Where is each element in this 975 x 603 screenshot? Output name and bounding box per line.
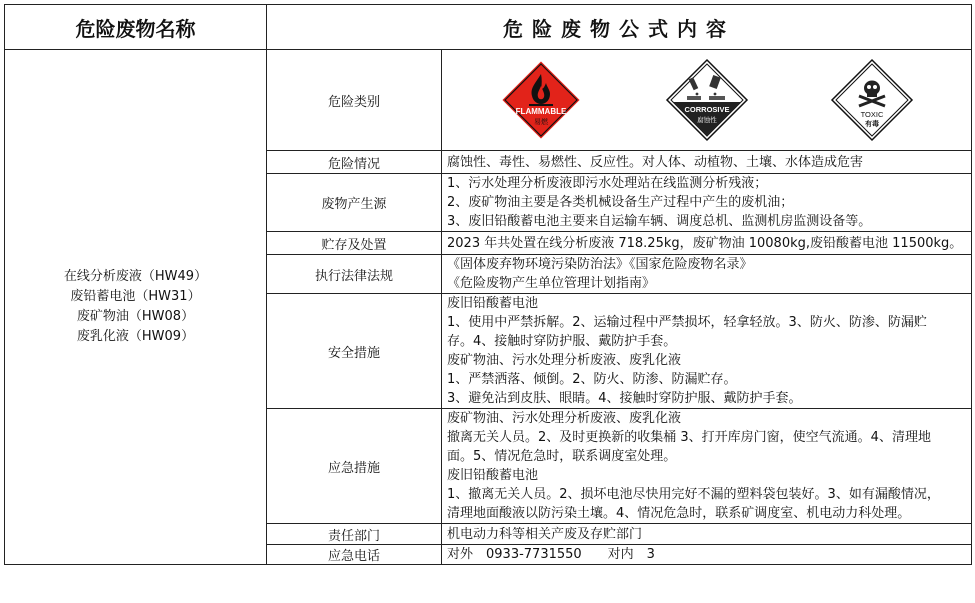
svg-text:TOXIC: TOXIC <box>860 110 883 119</box>
text-line: 《危险废物产生单位管理计划指南》 <box>447 276 656 291</box>
hazard-class-row <box>5 50 972 151</box>
storage-content: 2023 年共处置在线分析废液 718.25kg，废矿物油 10080kg,废铅酸蓄电池 11500kg。 <box>442 232 972 255</box>
svg-text:易燃: 易燃 <box>534 118 549 126</box>
svg-text:FLAMMABLE: FLAMMABLE <box>516 107 567 116</box>
waste-name-header: 危险废物名称 <box>5 5 267 50</box>
phone-content: 对外 0933-7731550 对内 3 <box>442 545 972 565</box>
source-label: 废物产生源 <box>267 174 442 232</box>
text-line: 3、避免沾到皮肤、眼睛。4、接触时穿防护服、戴防护手套。 <box>447 391 802 406</box>
source-content <box>442 174 972 232</box>
danger-content: 腐蚀性、毒性、易燃性、反应性。对人体、动植物、土壤、水体造成危害 <box>442 151 972 174</box>
dept-label: 责任部门 <box>267 524 442 545</box>
text-line: 1、使用中严禁拆解。2、运输过程中严禁损坏，轻拿轻放。3、防火、防渗、防漏贮 <box>447 315 927 330</box>
danger-label: 危险情况 <box>267 151 442 174</box>
waste-names-cell <box>5 50 267 565</box>
storage-label: 贮存及处置 <box>267 232 442 255</box>
dept-content: 机电动力科等相关产废及存贮部门 <box>442 524 972 545</box>
phone-label: 应急电话 <box>267 545 442 565</box>
header-row <box>5 5 972 50</box>
hazard-class-label: 危险类别 <box>267 50 442 151</box>
safety-label: 安全措施 <box>267 294 442 409</box>
svg-text:CORROSIVE: CORROSIVE <box>683 105 730 114</box>
emergency-label: 应急措施 <box>267 409 442 524</box>
corrosive-icon <box>665 58 749 142</box>
waste-name-item: 在线分析废液（HW49） <box>63 269 208 284</box>
hazard-icons-cell <box>442 50 972 151</box>
waste-name-item: 废铅蓄电池（HW31） <box>70 289 201 304</box>
content-header: 危险废物公式内容 <box>267 5 972 50</box>
hazardous-waste-table <box>4 4 972 565</box>
text-line: 2、废矿物油主要是各类机械设备生产过程中产生的废机油； <box>447 195 794 210</box>
text-line: 《固体废弃物环境污染防治法》《国家危险废物名录》 <box>447 257 753 272</box>
safety-content <box>442 294 972 409</box>
waste-name-item: 废矿物油（HW08） <box>76 309 195 324</box>
flammable-icon <box>499 58 583 142</box>
text-line: 废旧铅酸蓄电池 <box>447 296 539 311</box>
text-line: 1、撤离无关人员。2、损坏电池尽快用完好不漏的塑料袋包装好。3、如有漏酸情况， <box>447 487 940 502</box>
text-line: 1、污水处理分析废液即污水处理站在线监测分析残液； <box>447 176 768 191</box>
text-line: 面。5、情况危急时，联系调度室处理。 <box>447 449 677 464</box>
svg-text:有毒: 有毒 <box>864 120 879 128</box>
text-line: 废矿物油、污水处理分析废液、废乳化液 <box>447 411 682 426</box>
emergency-content <box>442 409 972 524</box>
law-content <box>442 255 972 294</box>
text-line: 撤离无关人员。2、及时更换新的收集桶 3、打开库房门窗，使空气流通。4、清理地 <box>447 430 931 445</box>
text-line: 1、严禁洒落、倾倒。2、防火、防渗、防漏贮存。 <box>447 372 737 387</box>
toxic-icon <box>830 58 914 142</box>
text-line: 存。4、接触时穿防护服、戴防护手套。 <box>447 334 677 349</box>
text-line: 清理地面酸液以防污染土壤。4、情况危急时，联系矿调度室、机电动力科处理。 <box>447 506 911 521</box>
text-line: 废旧铅酸蓄电池 <box>447 468 539 483</box>
waste-name-item: 废乳化液（HW09） <box>76 329 195 344</box>
law-label: 执行法律法规 <box>267 255 442 294</box>
text-line: 3、废旧铅酸蓄电池主要来自运输车辆、调度总机、监测机房监测设备等。 <box>447 214 872 229</box>
svg-text:腐蚀性: 腐蚀性 <box>696 116 717 124</box>
text-line: 废矿物油、污水处理分析废液、废乳化液 <box>447 353 682 368</box>
